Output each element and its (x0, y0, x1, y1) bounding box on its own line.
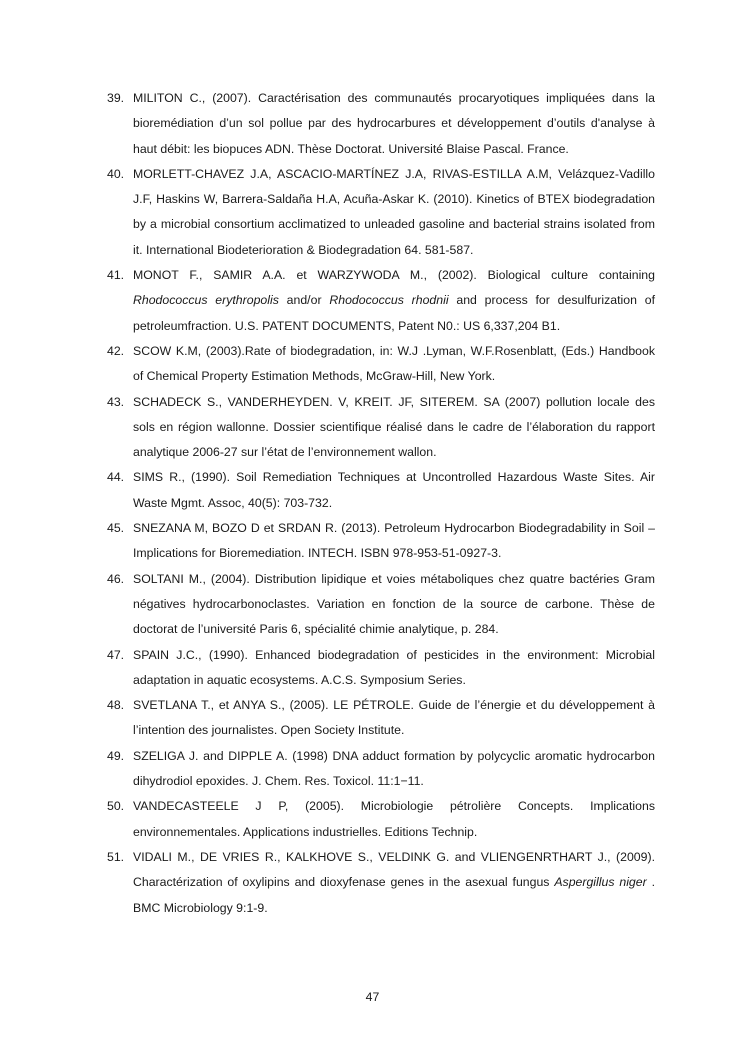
reference-item (107, 794, 655, 845)
reference-segment: VIDALI M., DE VRIES R., KALKHOVE S., VELDINK G. and VLIENGENRTHART J., (2009). Charactérization of oxylipins and dioxyfenase genes in the asexual fungus (133, 849, 655, 890)
reference-italic-segment: Aspergillus niger (554, 875, 647, 890)
reference-number: 45. (107, 521, 125, 536)
reference-item (107, 643, 655, 694)
reference-item (107, 845, 655, 921)
reference-list (107, 86, 655, 921)
reference-text (133, 698, 655, 737)
reference-text (133, 648, 655, 687)
reference-text (133, 91, 655, 156)
reference-number: 47. (107, 647, 125, 662)
reference-number: 39. (107, 91, 125, 105)
reference-text (133, 850, 655, 915)
reference-item (107, 744, 655, 795)
reference-item (107, 339, 655, 390)
reference-text (133, 799, 655, 838)
reference-segment: MONOT F., SAMIR A.A. et WARZYWODA M., (2002). Biological culture containing (133, 268, 655, 283)
reference-number: 49. (107, 748, 125, 763)
reference-text (133, 344, 655, 383)
reference-text (133, 395, 655, 460)
reference-number: 40. (107, 166, 125, 181)
reference-text (133, 572, 655, 637)
reference-number: 51. (107, 849, 125, 864)
reference-segment: SCHADECK S., VANDERHEYDEN. V, KREIT. JF, SITEREM. SA (2007) pollution locale des sols en région wallonne. Dossier scientifique réalisé dans le cadre de l’élaboration du rapport analytique 2006-27 sur l’état de l’environnement wallon. (133, 394, 655, 460)
reference-text (133, 749, 655, 788)
reference-segment: SPAIN J.C., (1990). Enhanced biodegradation of pesticides in the environment: Microbial adaptation in aquatic ecosystems. A.C.S. Symposium Series. (133, 647, 655, 687)
page-number: 47 (365, 990, 380, 1004)
reference-italic-segment: Rhodococcus erythropolis (133, 293, 279, 308)
reference-segment: MILITON C., (2007). Caractérisation des communautés procaryotiques impliquées dans la bioremédiation d’un sol pollue par des hydrocarbures et développement d’outils d'analyse à haut débit: les biopuces ADN. Thèse Doctorat. Université Blaise Pascal. France. (133, 91, 655, 156)
reference-segment: and process for desulfurization of petroleumfraction. U.S. PATENT DOCUMENTS, Patent N0.: US 6,337,204 B1. (133, 293, 656, 333)
reference-item (107, 263, 655, 339)
reference-item (107, 390, 655, 466)
reference-segment: SVETLANA T., et ANYA S., (2005). LE PÉTROLE. Guide de l’énergie et du développement à l’intention des journalistes. Open Society Institute. (133, 698, 655, 738)
reference-segment: SCOW K.M, (2003).Rate of biodegradation, in: W.J .Lyman, W.F.Rosenblatt, (Eds.) Handbook of Chemical Property Estimation Methods, McGraw-Hill, New York. (133, 343, 655, 384)
reference-text (133, 268, 655, 333)
reference-number: 50. (107, 799, 125, 814)
reference-segment: . BMC Microbiology 9:1-9. (133, 875, 656, 915)
reference-segment: SNEZANA M, BOZO D et SRDAN R. (2013). Petroleum Hydrocarbon Biodegradability in Soil – Implications for Bioremediation. INTECH. ISBN 978-953-51-0927-3. (133, 521, 655, 561)
reference-segment: SIMS R., (1990). Soil Remediation Techniques at Uncontrolled Hazardous Waste Sites. Air Waste Mgmt. Assoc, 40(5): 703-732. (133, 470, 655, 510)
reference-segment: MORLETT-CHAVEZ J.A, ASCACIO-MARTÍNEZ J.A, RIVAS-ESTILLA A.M, Velázquez-Vadillo J.F, Haskins W, Barrera-Saldaña H.A, Acuña-Askar K. (2010). Kinetics of BTEX biodegradation by a microbial consortium acclimatized to unleaded gasoline and bacterial strains isolated from it. International Biodeterioration & Biodegradation 64. 581-587. (133, 166, 655, 257)
reference-text (133, 470, 655, 509)
reference-number: 41. (107, 268, 125, 283)
reference-segment: SZELIGA J. and DIPPLE A. (1998) DNA adduct formation by polycyclic aromatic hydrocarbon dihydrodiol epoxides. J. Chem. Res. Toxicol. 11:1−11. (133, 748, 655, 789)
reference-item (107, 567, 655, 643)
reference-item (107, 162, 655, 263)
reference-text (133, 521, 655, 560)
reference-number: 42. (107, 343, 125, 358)
reference-item (107, 693, 655, 744)
reference-number: 44. (107, 470, 125, 485)
reference-item (107, 516, 655, 567)
reference-number: 46. (107, 571, 125, 586)
reference-item (107, 465, 655, 516)
reference-text (133, 167, 655, 257)
reference-segment: and/or (278, 293, 330, 308)
reference-italic-segment: Rhodococcus rhodnii (329, 293, 449, 308)
reference-segment: VANDECASTEELE J P, (2005). Microbiologie pétrolière Concepts. Implications environnementales. Applications industrielles. Editions Technip. (133, 799, 655, 839)
reference-number: 43. (107, 394, 125, 409)
reference-segment: SOLTANI M., (2004). Distribution lipidique et voies métaboliques chez quatre bactéries Gram négatives hydrocarbonoclastes. Variation en fonction de la source de carbone. Thèse de doctorat de l’université Paris 6, spécialité chimie analytique, p. 284. (133, 571, 655, 637)
reference-number: 48. (107, 698, 125, 713)
reference-item (107, 86, 655, 162)
